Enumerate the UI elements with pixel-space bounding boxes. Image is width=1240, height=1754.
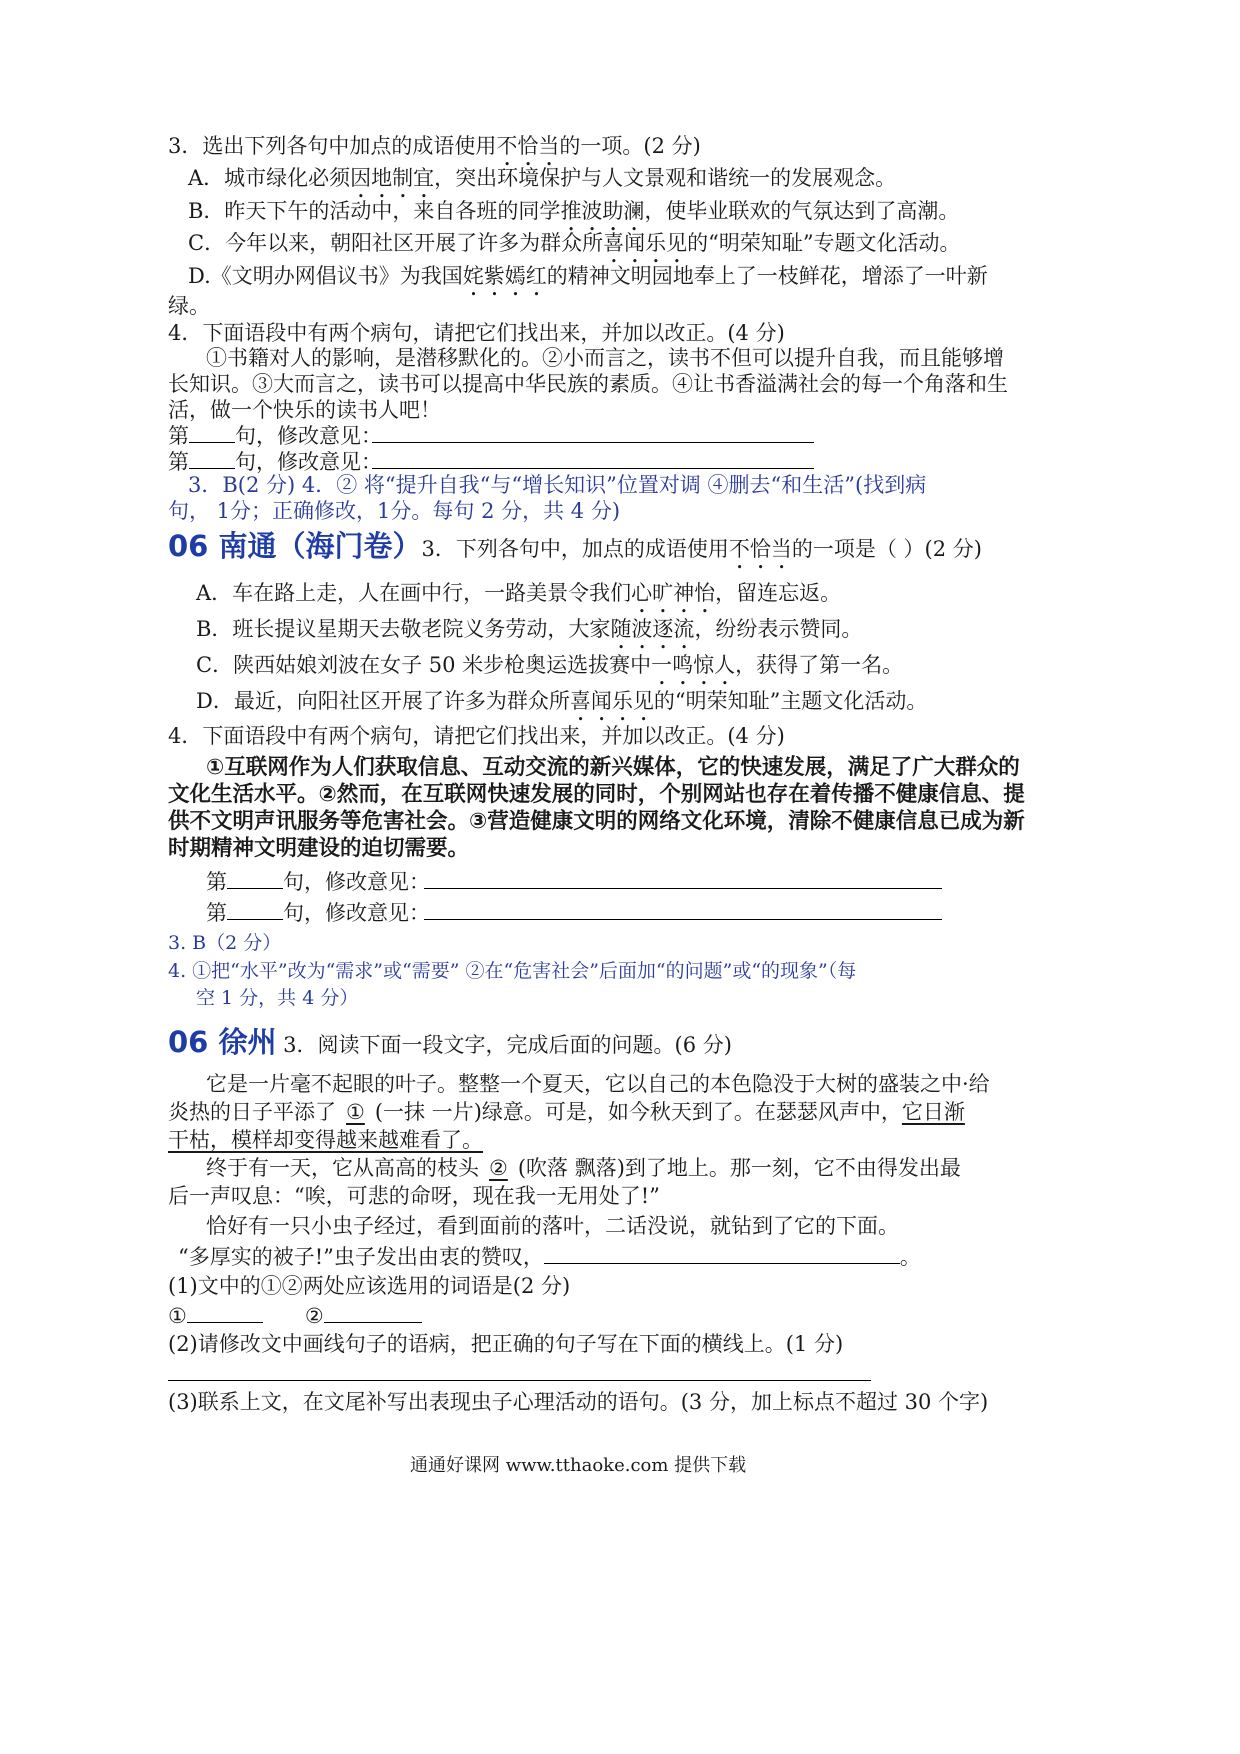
s3-passage-line: 它是一片毫不起眼的叶子。整整一个夏天，它以自己的本色隐没于大树的盛装之中·给	[206, 1072, 990, 1096]
s2-option-b: B．班长提议星期天去敬老院义务劳动，大家随波逐流，纷纷表示赞同。	[196, 617, 863, 641]
s3-question-2: (2)请修改文中画线句子的语病，把正确的句子写在下面的横线上。(1 分)	[168, 1332, 844, 1356]
s2-q4-prompt: 4．下面语段中有两个病句，请把它们找出来，并加以改正。(4 分)	[168, 724, 785, 748]
s1-answer-rule	[372, 468, 814, 469]
s2-answer-key-cont: 空 1 分，共 4 分）	[196, 987, 359, 1009]
s1-option-d-cont: 绿。	[168, 294, 210, 318]
s3-question-3: (3)联系上文，在文尾补写出表现虫子心理活动的语句。(3 分，加上标点不超过 30 个字)	[168, 1390, 989, 1414]
s1-passage-line: ①书籍对人的影响，是潜移默化的。②小而言之，读书不但可以提升自我，而且能够增	[206, 346, 1004, 370]
s2-answer-key: 4. ①把“水平”改为“需求”或“需要” ②在“危害社会”后面加“的问题”或“的现象”（每	[168, 960, 857, 982]
s1-passage-line: 长知识。③大而言之，读书可以提高中华民族的素质。④让书香溢满社会的每一个角落和生	[168, 372, 1008, 396]
s3-passage-line: “多厚实的被子!”虫子发出由衷的赞叹， 。	[178, 1241, 921, 1272]
s1-option-d: D.《文明办网倡议书》为我国姹紫嫣红的精神文明园地奉上了一枝鲜花，增添了一叶新	[188, 264, 988, 288]
s2-passage-line: 文化生活水平。②然而，在互联网快速发展的同时，个别网站也存在着传播不健康信息、提	[168, 782, 1025, 807]
s2-answer-line-2: 第 句，修改意见：	[206, 897, 430, 928]
s1-answer-key-cont: 句， 1分；正确修改，1分。每句 2 分，共 4 分)	[168, 499, 621, 523]
s3-passage-line: 终于有一天，它从高高的枝头 ② (吹落 飘落)到了地上。那一刻，它不由得发出最	[206, 1156, 961, 1180]
s2-answer-key: 3. B（2 分）	[168, 932, 282, 954]
s1-passage-line: 活，做一个快乐的读书人吧！	[168, 398, 441, 422]
s2-answer-rule	[424, 919, 942, 920]
s2-heading-row: 06 南通（海门卷）3．下列各句中，加点的成语使用不恰当的一项是（ ）(2 分)	[168, 529, 982, 563]
s3-underlined-sentence: 它日渐	[901, 1100, 965, 1124]
s2-passage-line: 时期精神文明建设的迫切需要。	[168, 836, 470, 861]
s3-answer-rule	[168, 1380, 871, 1381]
s3-passage-line	[168, 1125, 483, 1155]
s3-heading-row: 06 徐州 3．阅读下面一段文字，完成后面的问题。(6 分)	[168, 1025, 732, 1059]
s3-question-1: (1)文中的①②两处应该选用的词语是(2 分)	[168, 1274, 571, 1298]
s1-answer-line-1: 第 句，修改意见：	[168, 420, 382, 451]
s3-passage-line: 恰好有一只小虫子经过，看到面前的落叶，二话没说，就钻到了它的下面。	[206, 1214, 899, 1238]
s2-passage-line: 供不文明声讯服务等危害社会。③营造健康文明的网络文化环境，清除不健康信息已成为新	[168, 809, 1025, 834]
s1-option-c: C．今年以来，朝阳社区开展了许多为群众所喜闻乐见的“明荣知耻”专题文化活动。	[188, 231, 961, 255]
s3-underlined-sentence: 干枯，模样却变得越来越难看了。	[168, 1128, 483, 1152]
s3-heading: 06 徐州	[168, 1025, 277, 1059]
page-footer: 通通好课网 www.tthaoke.com 提供下载	[410, 1455, 747, 1476]
s1-q4-prompt: 4．下面语段中有两个病句，请把它们找出来，并加以改正。(4 分)	[168, 321, 785, 345]
s3-passage-line: 炎热的日子平添了 ① (一抹 一片)绿意。可是，如今秋天到了。在瑟瑟风声中，它日渐	[168, 1100, 965, 1124]
s2-passage-line: ①互联网作为人们获取信息、互动交流的新兴媒体，它的快速发展，满足了广大群众的	[206, 755, 1020, 780]
s2-answer-line-1: 第 句，修改意见：	[206, 866, 430, 897]
s3-question-1-blanks: ① ②	[168, 1300, 422, 1331]
s1-option-a: A．城市绿化必须因地制宜，突出环境保护与人文景观和谐统一的发展观念。	[188, 166, 897, 190]
s3-passage-line: 后一声叹息：“唉，可悲的命呀，现在我一无用处了!”	[168, 1184, 660, 1208]
s1-q3-prompt: 3．选出下列各句中加点的成语使用不恰当的一项。(2 分)	[168, 134, 701, 158]
s1-answer-rule	[372, 442, 814, 443]
s1-answer-line-2: 第 句，修改意见：	[168, 446, 382, 477]
s2-heading: 06 南通（海门卷）	[168, 529, 422, 563]
s2-option-a: A．车在路上走，人在画中行，一路美景令我们心旷神怡，留连忘返。	[196, 581, 842, 605]
s2-option-c: C．陕西姑娘刘波在女子 50 米步枪奥运选拔赛中一鸣惊人，获得了第一名。	[196, 653, 904, 677]
s1-answer-key: 3．B(2 分) 4．② 将“提升自我“与“增长知识”位置对调 ④删去“和生活”(找到病	[188, 473, 927, 497]
s2-answer-rule	[424, 888, 942, 889]
s2-option-d: D．最近，向阳社区开展了许多为群众所喜闻乐见的“明荣知耻”主题文化活动。	[196, 689, 928, 713]
s1-option-b: B．昨天下午的活动中，来自各班的同学推波助澜，使毕业联欢的气氛达到了高潮。	[188, 199, 960, 223]
